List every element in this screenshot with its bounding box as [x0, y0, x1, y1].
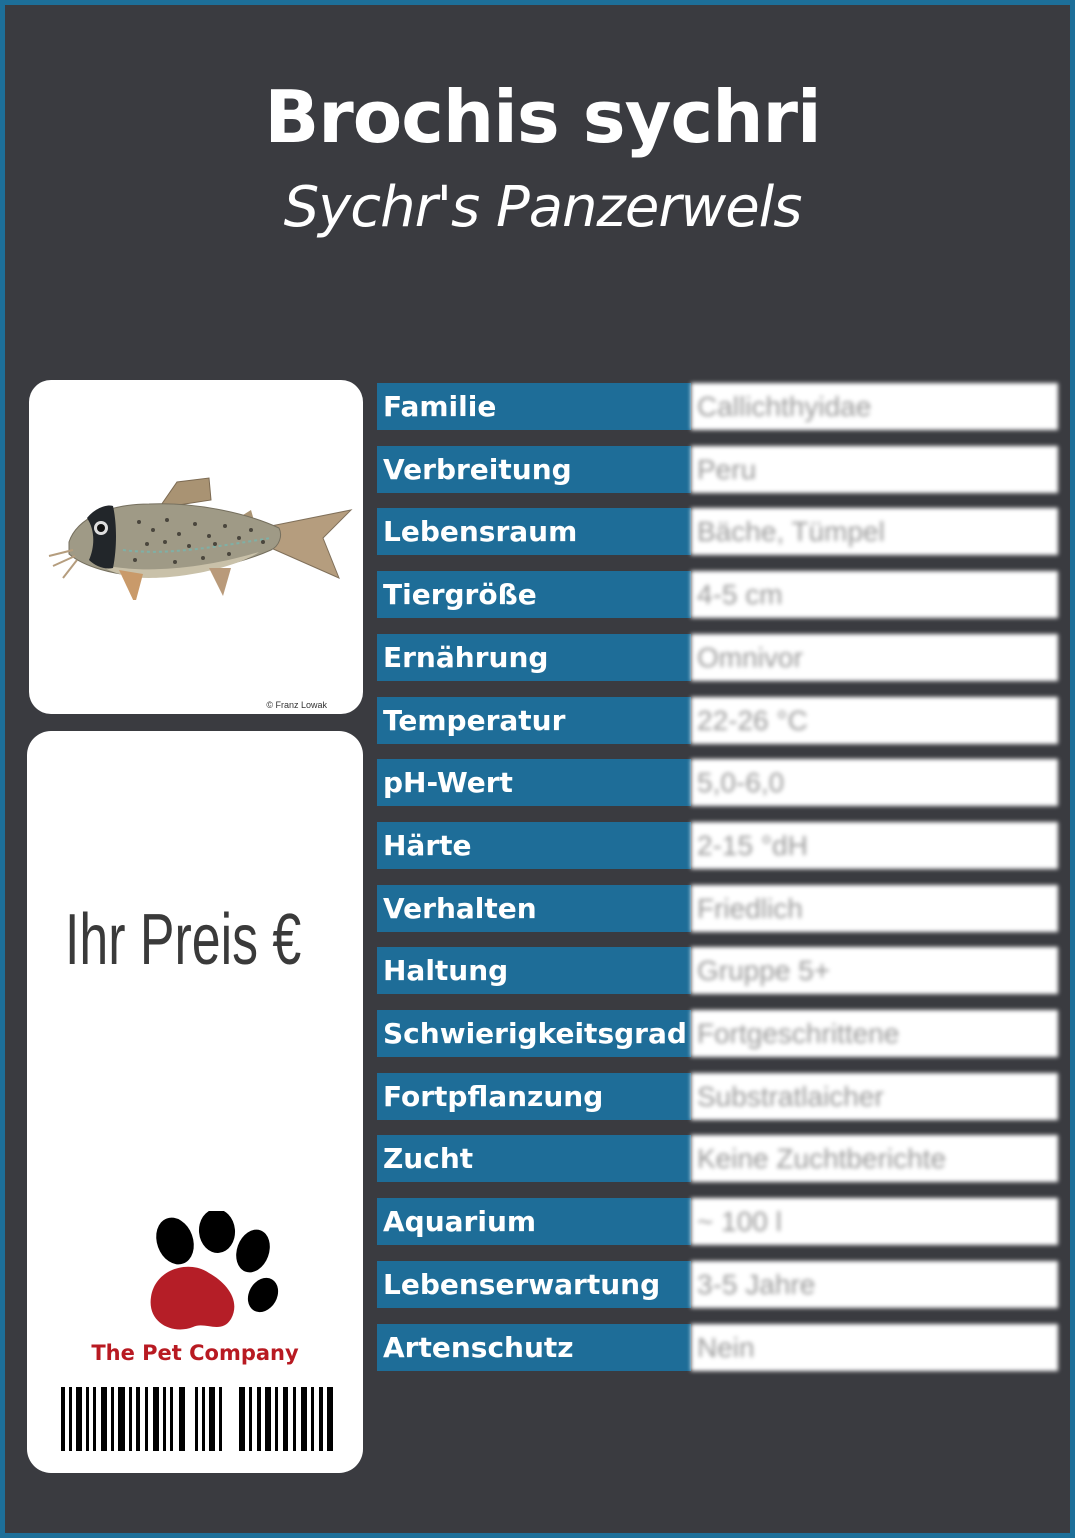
fact-value: Friedlich [691, 885, 1058, 932]
table-row [377, 1261, 1058, 1308]
table-row [377, 822, 1058, 869]
fact-label: Temperatur [377, 697, 691, 744]
fact-label: Schwierigkeitsgrad [377, 1010, 691, 1057]
table-row [377, 571, 1058, 618]
photo-panel [29, 380, 363, 714]
fact-value: 2-15 °dH [691, 822, 1058, 869]
photo-credit: © Franz Lowak [266, 700, 327, 710]
table-row [377, 885, 1058, 932]
fact-value: Callichthyidae [691, 383, 1058, 430]
table-row [377, 697, 1058, 744]
fact-label: Verbreitung [377, 446, 691, 493]
fact-value: Omnivor [691, 634, 1058, 681]
common-name: Sychr's Panzerwels [283, 175, 802, 240]
fact-value: 3-5 Jahre [691, 1261, 1058, 1308]
fact-label: Tiergröße [377, 571, 691, 618]
table-row [377, 1073, 1058, 1120]
fact-value: 4-5 cm [691, 571, 1058, 618]
paw-logo-icon [145, 1211, 285, 1337]
fact-value: Fortgeschrittene [691, 1010, 1058, 1057]
fact-value: Bäche, Tümpel [691, 508, 1058, 555]
catfish-photo [39, 470, 355, 600]
species-name: Brochis sychri [264, 75, 821, 159]
table-row [377, 1135, 1058, 1182]
fact-label: Ernährung [377, 634, 691, 681]
table-row [377, 383, 1058, 430]
table-row [377, 634, 1058, 681]
fact-value: Keine Zuchtberichte [691, 1135, 1058, 1182]
fact-label: Lebensraum [377, 508, 691, 555]
price-label: Ihr Preis € [65, 900, 302, 980]
table-row [377, 947, 1058, 994]
fact-value: Substratlaicher [691, 1073, 1058, 1120]
price-panel [27, 731, 363, 1473]
fact-label: Aquarium [377, 1198, 691, 1245]
fact-value: Gruppe 5+ [691, 947, 1058, 994]
table-row [377, 1010, 1058, 1057]
fact-label: Härte [377, 822, 691, 869]
table-row [377, 1324, 1058, 1371]
fact-value: Peru [691, 446, 1058, 493]
table-row [377, 759, 1058, 806]
fact-label: Fortpflanzung [377, 1073, 691, 1120]
fact-label: Artenschutz [377, 1324, 691, 1371]
table-row [377, 446, 1058, 493]
table-row [377, 508, 1058, 555]
fact-label: Zucht [377, 1135, 691, 1182]
barcode-icon [61, 1387, 337, 1451]
fact-value: 22-26 °C [691, 697, 1058, 744]
fact-label: Haltung [377, 947, 691, 994]
fact-label: Lebenserwartung [377, 1261, 691, 1308]
table-row [377, 1198, 1058, 1245]
fact-value: ~ 100 l [691, 1198, 1058, 1245]
brand-name: The Pet Company [91, 1341, 299, 1365]
fact-value: Nein [691, 1324, 1058, 1371]
fact-label: Verhalten [377, 885, 691, 932]
fact-label: pH-Wert [377, 759, 691, 806]
fact-label: Familie [377, 383, 691, 430]
fact-value: 5,0-6,0 [691, 759, 1058, 806]
